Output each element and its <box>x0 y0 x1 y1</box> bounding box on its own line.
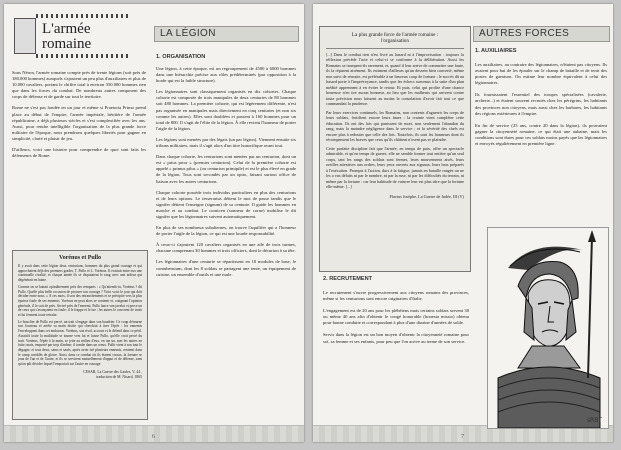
intro-paragraph-1: Sous Néron, l'armée romaine compte près de trente légions (soit près de 180.000 hommes) auxquels s'ajoutent un peu plus d'auxiliaires et plus de 10.000 cavaliers, portant le chiffre total à environ 350.000 hommes rien que dans les forces du combat. De nombreux autres composent des corps de défense et de garde sur tout le territoire. <box>12 70 146 100</box>
recrutement-heading: 2. RECRUTEMENT <box>323 276 373 282</box>
greek-key-border-bottom <box>36 54 128 58</box>
box-title: Vorénus et Pullo <box>58 255 102 261</box>
page-title: L'armée romaine <box>42 21 92 52</box>
quote-title-line-1: La plus grande force de l'armée romaine : <box>351 32 439 38</box>
legion-paragraph-7: À ceux-ci s'ajoutent 120 cavaliers organisés en une aile de trois turmes, chacune comprenant 30 hommes et trois officiers, dont le décurion à sa tête. <box>156 242 296 254</box>
legion-paragraph-6: En plus de ses nombreux subalternes, on trouve l'aquilifer qui a l'honneur de porter l'aigle de la légion, ce qui est une lourde responsabilité. <box>156 225 296 237</box>
recrutement-paragraph-3: Servir dans la légion est un bon moyen d'obtenir la citoyenneté romaine pour soi, sa femme et ses enfants, pour peu que l'on arrive au terme de son service. <box>323 332 469 344</box>
auxiliaires-paragraph-3: En fin de service (25 ans, contre 20 dans la légion), ils pouvaient gagner la citoyenneté romaine, ce qui était une aubaine, mais les conditions sont dures pour ces soldats moins payés que les légionnaires et envoyés régulièrement en première ligne. <box>475 122 607 147</box>
auxiliaires-column <box>475 48 607 147</box>
left-page-number: 6 <box>152 434 155 440</box>
roman-soldier-illustration <box>487 227 609 429</box>
roman-soldier-icon <box>488 228 608 428</box>
box-citation-line-2: traduction de M. Nisard, 1865 <box>96 374 142 379</box>
auxiliaires-paragraph-1: Les auxiliaires, au contraire des légionnaires, n'étaient pas citoyens. Ils avaient pour but de les épauler sur le champ de bataille et de tenir des postes de garnison. On estime leur nombre équivalent à celui des légionnaires. <box>475 62 607 86</box>
legion-paragraph-4: Dans chaque cohorte, les centurions sont menées par un centurion, dont un est « prius prior » (premier centurion). Celui de la première cohorte est appelé « primus pilus » (ou centurion primipile) et est le plus élevé en grade de la légion. Tous sont secondés par un optio, faisant surtout office de liaison avec les autres centurions. <box>156 154 296 184</box>
quote-paragraph-1: [...] Dans le combat rien n'est livré au hasard ni à l'improvisation : toujours la réflexion précède l'acte et celui-ci se conforme à la délibération. Aussi les Romains se trompent-ils rarement, et, quand il leur arrive de commettre une faute, ils la réparent aisément. Ils estiment d'ailleurs qu'un dessein bien concerté, même non suivi de réussite, est préférable à un heureux coup de fortune ; le succès dû au hasard porte à l'imprévoyance, tandis que les échecs survenus à la suite d'un plan médité apprennent à en éviter le retour. Et puis, celui qui profite d'une chance heureuse n'en tire aucun honneur, au lieu que les malheurs qui arrivent contre toute prévision nous laissent au moins la consolation d'avoir fait tout ce que commandait la prudence. <box>326 51 464 107</box>
right-page-number: 7 <box>461 434 464 440</box>
legion-column <box>156 54 296 278</box>
box-paragraph-1: Il y avait dans cette légion deux centurions, hommes du plus grand courage et qui approchaient déjà des premiers grades, T. Pullo et L. Vorénus. Il existait entre eux une continuelle rivalité, et chaque année ils se disputaient le rang avec une ardeur qui dégénérait en haine. <box>18 264 142 283</box>
recrutement-paragraph-2: L'engagement est de 20 ans pour les plébéiens mais certains soldats servent 30 ou même 40 ans afin d'obtenir le congé honorable (honesta missio) obtenu pour bonne conduite et correspondant à plus d'une dizaine d'années de solde. <box>323 308 469 326</box>
quote-paragraph-2: Par leurs exercices continuels, les Romains, non contents d'aguerrir les corps de leurs soldats, fortifient encore leurs âmes : la crainte vient compléter cette éducation. Ils ont des lois qui punissent de mort, non seulement l'abandon du rang, mais la moindre négligence dans le service ; et la sévérité des chefs est encore plus à redouter que celle des lois. Toutefois, ils sont les honneurs dont ils récompensent les braves que ceux qu'ils châtient n'osent pas se plaindre. <box>326 109 464 143</box>
intro-paragraph-3: D'ailleurs, voici une histoire pour comprendre de quoi sont faits les défenseurs de Rome. <box>12 147 146 159</box>
legion-section-header: LA LÉGION <box>154 26 299 42</box>
organisation-heading: 1. ORGANISATION <box>156 54 206 60</box>
auxiliaires-heading: 1. AUXILIAIRES <box>475 48 517 54</box>
title-emblem-icon <box>14 18 36 54</box>
quote-paragraph-3: Cette parfaite discipline fait que l'armée, en temps de paix, offre un spectacle admirable, et qu'en temps de guerre, elle ne semble former tout entière qu'un seul corps, tant les rangs des soldats sont fermes, leurs mouvements aisés, leurs oreilles attentives aux ordres, leurs yeux ouverts aux signaux, leurs bras préparés à l'exécution. Prompts à l'action, durs à la fatigue, jamais en bataille rangée on ne les a vus défaits ni par le nombre, ni par la ruse, ni par les difficultés du terrain, ni même par la fortune : car leur habitude de vaincre leur est plus sûre que la fortune elle-même. [...] <box>326 145 464 190</box>
recrutement-paragraph-1: Le recrutement s'ouvre progressivement aux citoyens romains des provinces, même si les centurions sont encore originaires d'Italie. <box>323 290 469 302</box>
title-block <box>12 12 130 60</box>
left-page <box>4 4 304 442</box>
quote-citation: Flavius Josèphe, La Guerre de Judée, III (V) <box>389 193 464 199</box>
intro-paragraph-2: Rome ne s'est pas fondée en un jour et même si Praetoria Primo prend place au début de l'empire, l'armée impériale, héritière de l'armée républicaine, a déjà plusieurs siècles et s'est complexifiée avec les ans. Aussi, pour rendre intelligible l'organisation de la plus grande force militaire de l'époque, nous prendrons quelques libertés pour gagner en simplicité, clarté et plaisir de jeu. <box>12 105 146 141</box>
legion-paragraph-5: Chaque cohorte possède trois individus particuliers en plus des centurions et de leurs options. Le tesserarius détient le mot de passe tandis que le signifer détient l'enseigne (signum) de sa centurie. Il guide les hommes en marche et au combat. Le cornicen (sonneur de corne) mobilise le dit signifer que les légionnaires suivent automatiquement. <box>156 189 296 219</box>
box-paragraph-3: Le bouclier de Pullo est percé, un trait s'engage dans son baudrier. Ce coup détourne son fourreau et arrête sa main droite qui cherchait à tirer l'épée : les ennemis l'enveloppent dans cet embarras. Vorénus, son rival, accourt et le défend dans ce péril. Aussitôt toute la multitude se tourne vers lui et laisse Pullo, qu'elle croit percé du trait. Vorénus, l'épée à la main, se jette au milieu d'eux, en tue un, met les autres en fuite; mais, emporté par trop d'ardeur, il tombe dans un creux. Pullo vient à son tour le dégager; et tous deux, sains et saufs, après avoir tué plusieurs ennemis, rentrent dans le camp comblés de gloire. Ainsi, dans ce combat où ils étaient rivaux, la fortune se joua de l'un et de l'autre, et ils se servirent mutuellement d'appui et de défense, sans qu'on pût décider lequel l'emportait sur l'autre en courage. <box>18 319 142 367</box>
legion-paragraph-3: Les légions sont menées par des légats (un par légion). Viennent ensuite six tribuns militaires, mais il s'agit alors d'un titre honorifique avant tout. <box>156 136 296 149</box>
recrutement-column <box>323 276 469 345</box>
auxiliaires-paragraph-2: Ils fournissaient l'essentiel des troupes spécialisées (cavalerie, archerie...) et étaient souvent recrutés chez les pérégrins, les habitants des provinces non citoyens, mais aussi chez les barbares, les habitants des régions extérieures à l'empire. <box>475 92 607 116</box>
intro-column <box>12 70 146 159</box>
vorenus-pullo-box <box>12 250 148 420</box>
legion-paragraph-8: Les légionnaires d'une centurie se répartissent en 10 modules de base, le contubernium, dont les 8 soldats se partagent une tente, un équipement de cuisine, un ensemble d'outils et une mule. <box>156 259 296 277</box>
greek-key-border-top <box>36 14 128 18</box>
autres-forces-header: AUTRES FORCES <box>473 26 610 42</box>
organisation-quote-box <box>319 26 471 272</box>
box-citation-line-1: CESAR, La Guerre des Gaules, V, 44 , <box>83 369 142 374</box>
legion-paragraph-1: Une légion, à cette époque, est un regroupement de 4500 à 6000 hommes dans une hiérarchie précise aux rôles prédéterminés (par opposition à la horde qui est la faible structure). <box>156 66 296 84</box>
box-paragraph-2: Comme on se battait opiniâtrement près des remparts : « Qu'attends-tu, Vorénus ? dit Pullo. Quelle plus belle occasion de prouver ton courage ? Voici voici le jour qui doit décider entre nous. » A ces mots, il sort des retranchements et se précipite vers la plus épaisse foule de ses ennemis. Vorénus ne peut alors se contenir et, craignant l'opinion générale, il le suit de près. Arrivé près de l'ennemi, Pullo lance son javelot et perce un de ceux qui s'avançaient en foule; il le frappe et le tue ; les autres le couvrent de traits et lui ferment toute retraite. <box>18 284 142 318</box>
artist-signature: sRBT <box>586 417 602 424</box>
legion-paragraph-2: Les légionnaires sont classiquement organisés en dix cohortes. Chaque cohorte est composée de trois manipules de deux centuries de 80 hommes soit 480 hommes. La première cohorte, qui est légèrement différente, n'est pas organisée en manipules mais directement en cinq centuries (et non six comme les autres). Elles sont doublées et passent à 160 hommes pour un total de 800. Il s'agit de l'élite de la légion. À elle revient l'honneur de porter l'aigle de la légion. <box>156 89 296 131</box>
quote-title-line-2: l'organisation <box>381 38 409 45</box>
